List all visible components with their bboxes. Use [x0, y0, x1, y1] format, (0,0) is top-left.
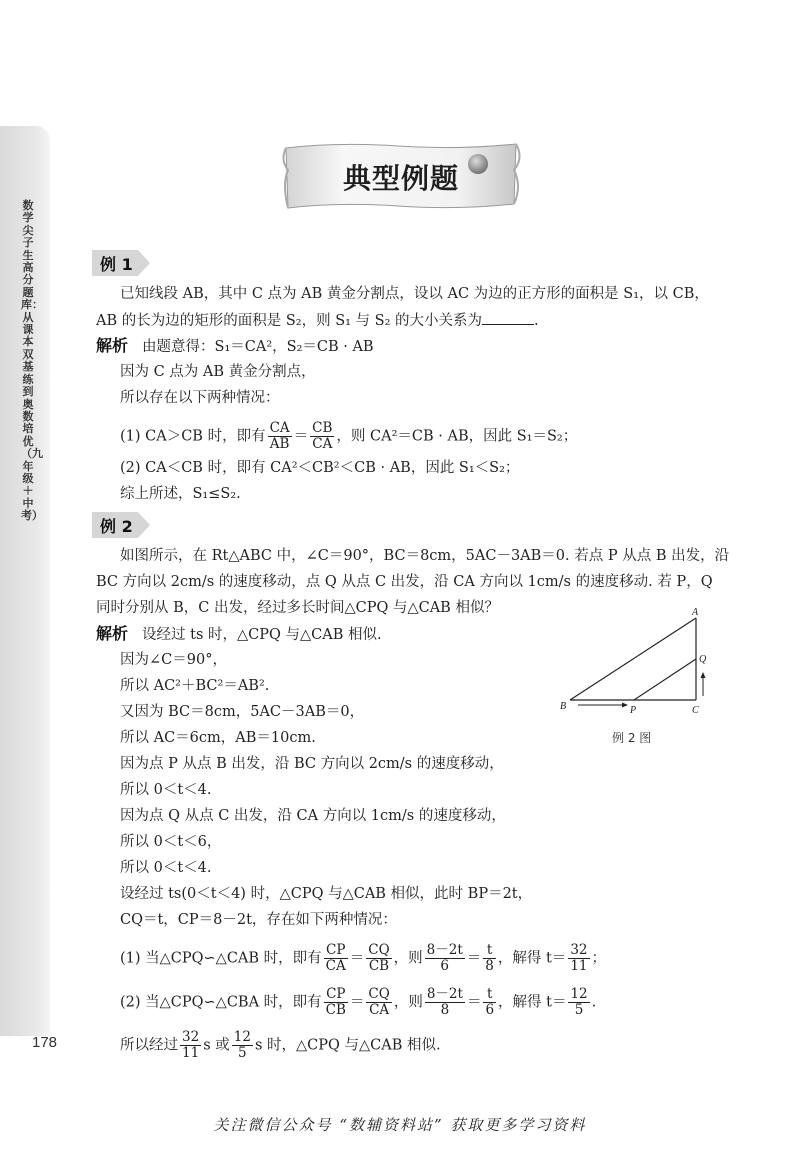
- example1-solution-first: [96, 336, 374, 357]
- case-mid2: ，解得 t＝: [497, 950, 567, 967]
- example1-solution-line: 所以存在以下两种情况：: [120, 390, 280, 406]
- example1-label: 例 1: [100, 255, 133, 274]
- case-mid: ，则: [393, 950, 423, 967]
- numerator: CQ: [368, 986, 390, 1002]
- numerator: 12: [233, 1029, 251, 1045]
- series-title: 数学尖子生高分题库：: [21, 199, 43, 312]
- denominator: CB: [368, 958, 390, 974]
- denominator: 6: [485, 1002, 495, 1018]
- vertex-label-c: C: [692, 705, 699, 716]
- page-number: 178: [32, 1034, 58, 1051]
- fraction: [232, 1030, 253, 1061]
- denominator: 6: [440, 958, 450, 974]
- numerator: 32: [570, 942, 588, 958]
- equals: ＝: [466, 950, 482, 967]
- denominator: CA: [369, 1002, 390, 1018]
- numerator: CQ: [368, 942, 390, 958]
- fraction: [568, 943, 589, 974]
- denominator: CA: [312, 436, 333, 452]
- example2-label-tab: [92, 512, 152, 538]
- problem-end: .: [534, 313, 539, 329]
- fraction: [425, 943, 465, 974]
- numerator: CP: [324, 943, 348, 959]
- conclusion-prefix: 所以经过: [120, 1037, 178, 1054]
- example2-problem-line: 同时分别从 B，C 出发，经过多长时间△CPQ 与△CAB 相似？: [96, 600, 499, 616]
- arrow-cq-head: [701, 672, 706, 678]
- example2-solution-line: 设经过 ts(0＜t＜4) 时，△CPQ 与△CAB 相似，此时 BP＝2t，: [120, 886, 533, 902]
- conclusion-end: s 时，△CPQ 与△CAB 相似.: [254, 1037, 441, 1054]
- fraction: [483, 943, 496, 974]
- answer-blank: [482, 310, 534, 325]
- numerator: CA: [269, 420, 290, 436]
- fraction: [180, 1030, 201, 1061]
- equals: ＝: [349, 950, 365, 967]
- denominator: CA: [325, 958, 346, 974]
- denominator: 8: [440, 1002, 450, 1018]
- example2-solution-line: 所以 0＜t＜6，: [120, 834, 222, 850]
- example2-case2: [120, 987, 596, 1018]
- conclusion-mid: s 或: [203, 1037, 230, 1054]
- segment-pq: [634, 659, 696, 700]
- equals: ＝: [349, 994, 365, 1011]
- solution-keyword: 解析: [96, 336, 129, 355]
- equals: ＝: [466, 994, 482, 1011]
- example2-solution-line: 又因为 BC＝8cm，5AC－3AB＝0，: [120, 704, 365, 720]
- example2-solution-line: 所以 0＜t＜4.: [120, 782, 212, 798]
- numerator: 32: [182, 1029, 200, 1045]
- denominator: 11: [182, 1045, 200, 1061]
- example2-problem-line: 如图所示，在 Rt△ABC 中，∠C＝90°，BC＝8cm，5AC－3AB＝0. 若点 P 从点 B 出发，沿: [120, 548, 730, 564]
- example2-solution-line: 所以 AC＝6cm，AB＝10cm.: [120, 730, 316, 746]
- example1-problem-line: 已知线段 AB，其中 C 点为 AB 黄金分割点，设以 AC 为边的正方形的面积是 S₁，以 CB，: [120, 286, 709, 302]
- case-prefix: (1) CA＞CB 时，即有: [120, 428, 266, 445]
- example1-conclusion: 综上所述，S₁≤S₂.: [120, 486, 241, 502]
- series-subtitle: 从课本双基练到奥数培优（九年级＋中考）: [21, 310, 43, 523]
- equals: ＝: [293, 428, 309, 445]
- solution-first-text: 设经过 ts 时，△CPQ 与△CAB 相似.: [142, 627, 382, 643]
- numerator: t: [483, 987, 496, 1003]
- vertex-label-a: A: [692, 607, 699, 618]
- fraction: [568, 987, 589, 1018]
- example2-case1: [120, 943, 606, 974]
- example2-conclusion: [120, 1030, 441, 1061]
- fraction: [310, 421, 334, 452]
- denominator: 8: [485, 958, 494, 974]
- case-prefix: (2) 当△CPQ∽△CBA 时，即有: [120, 994, 322, 1011]
- side-ab: [570, 618, 696, 700]
- example1-case2: (2) CA＜CB 时，即有 CA²＜CB²＜CB · AB，因此 S₁＜S₂；: [120, 460, 520, 476]
- triangle-figure: [556, 604, 716, 724]
- point-label-q: Q: [699, 654, 707, 665]
- case-mid2: ，解得 t＝: [498, 994, 567, 1011]
- example1-label-tab: [92, 250, 152, 276]
- case-suffix: ，则 CA²＝CB · AB，因此 S₁＝S₂；: [336, 428, 578, 445]
- case-end: ；: [591, 950, 606, 967]
- numerator: CP: [324, 987, 348, 1003]
- fraction: [366, 987, 391, 1018]
- side-tab-text: [21, 199, 43, 523]
- numerator: CB: [312, 420, 333, 436]
- denominator: 11: [570, 958, 588, 974]
- example2-problem-line: BC 方向以 2cm/s 的速度移动，点 Q 从点 C 出发，沿 CA 方向以 1cm/s 的速度移动. 若 P，Q: [96, 574, 713, 590]
- banner-title: 典型例题: [342, 162, 459, 195]
- example1-problem-text: AB 的长为边的矩形的面积是 S₂，则 S₁ 与 S₂ 的大小关系为: [96, 313, 483, 329]
- example2-solution-line: 因为∠C＝90°，: [120, 652, 227, 668]
- diagram-caption: 例 2 图: [612, 731, 652, 745]
- example2-solution-line: 所以 0＜t＜4.: [120, 860, 212, 876]
- example1-solution-line: 因为 C 点为 AB 黄金分割点，: [120, 364, 316, 380]
- denominator: CB: [325, 1002, 346, 1018]
- example2-solution-line: 所以 AC²＋BC²＝AB².: [120, 678, 270, 694]
- point-label-p: P: [630, 705, 637, 716]
- fraction: [268, 421, 292, 452]
- denominator: AB: [269, 436, 290, 452]
- solution-keyword: 解析: [96, 624, 129, 643]
- numerator: t: [483, 943, 496, 959]
- example1-case1: [120, 421, 577, 452]
- case-mid: ，则: [393, 994, 423, 1011]
- example1-problem-line-2: [96, 310, 539, 331]
- fraction: [425, 987, 465, 1018]
- fraction: [324, 943, 348, 974]
- example2-solution-line: 因为点 Q 从点 C 出发，沿 CA 方向以 1cm/s 的速度移动，: [120, 808, 506, 824]
- fraction: [366, 943, 391, 974]
- fraction: [324, 987, 348, 1018]
- denominator: 5: [574, 1002, 584, 1018]
- denominator: 5: [238, 1045, 247, 1061]
- example2-solution-line: CQ＝t，CP＝8－2t，存在如下两种情况：: [120, 912, 397, 928]
- example2-label: 例 2: [100, 517, 133, 536]
- example2-solution-line: 因为点 P 从点 B 出发，沿 BC 方向以 2cm/s 的速度移动，: [120, 756, 504, 772]
- arrow-bp-head: [622, 703, 628, 708]
- numerator: 8－2t: [426, 986, 463, 1002]
- solution-first-text: 由题意得：S₁＝CA²，S₂＝CB · AB: [142, 339, 374, 355]
- triangle-diagram: [556, 604, 716, 724]
- section-banner: [278, 140, 524, 212]
- example2-solution-first: [96, 624, 382, 645]
- case-prefix: (1) 当△CPQ∽△CAB 时，即有: [120, 950, 322, 967]
- numerator: 8－2t: [426, 942, 463, 958]
- footer-note: 关注微信公众号 “数辅资料站” 获取更多学习资料: [213, 1116, 587, 1134]
- fraction: [483, 987, 496, 1018]
- vertex-label-b: B: [560, 701, 567, 712]
- case-end: .: [591, 994, 597, 1011]
- numerator: 12: [570, 986, 588, 1002]
